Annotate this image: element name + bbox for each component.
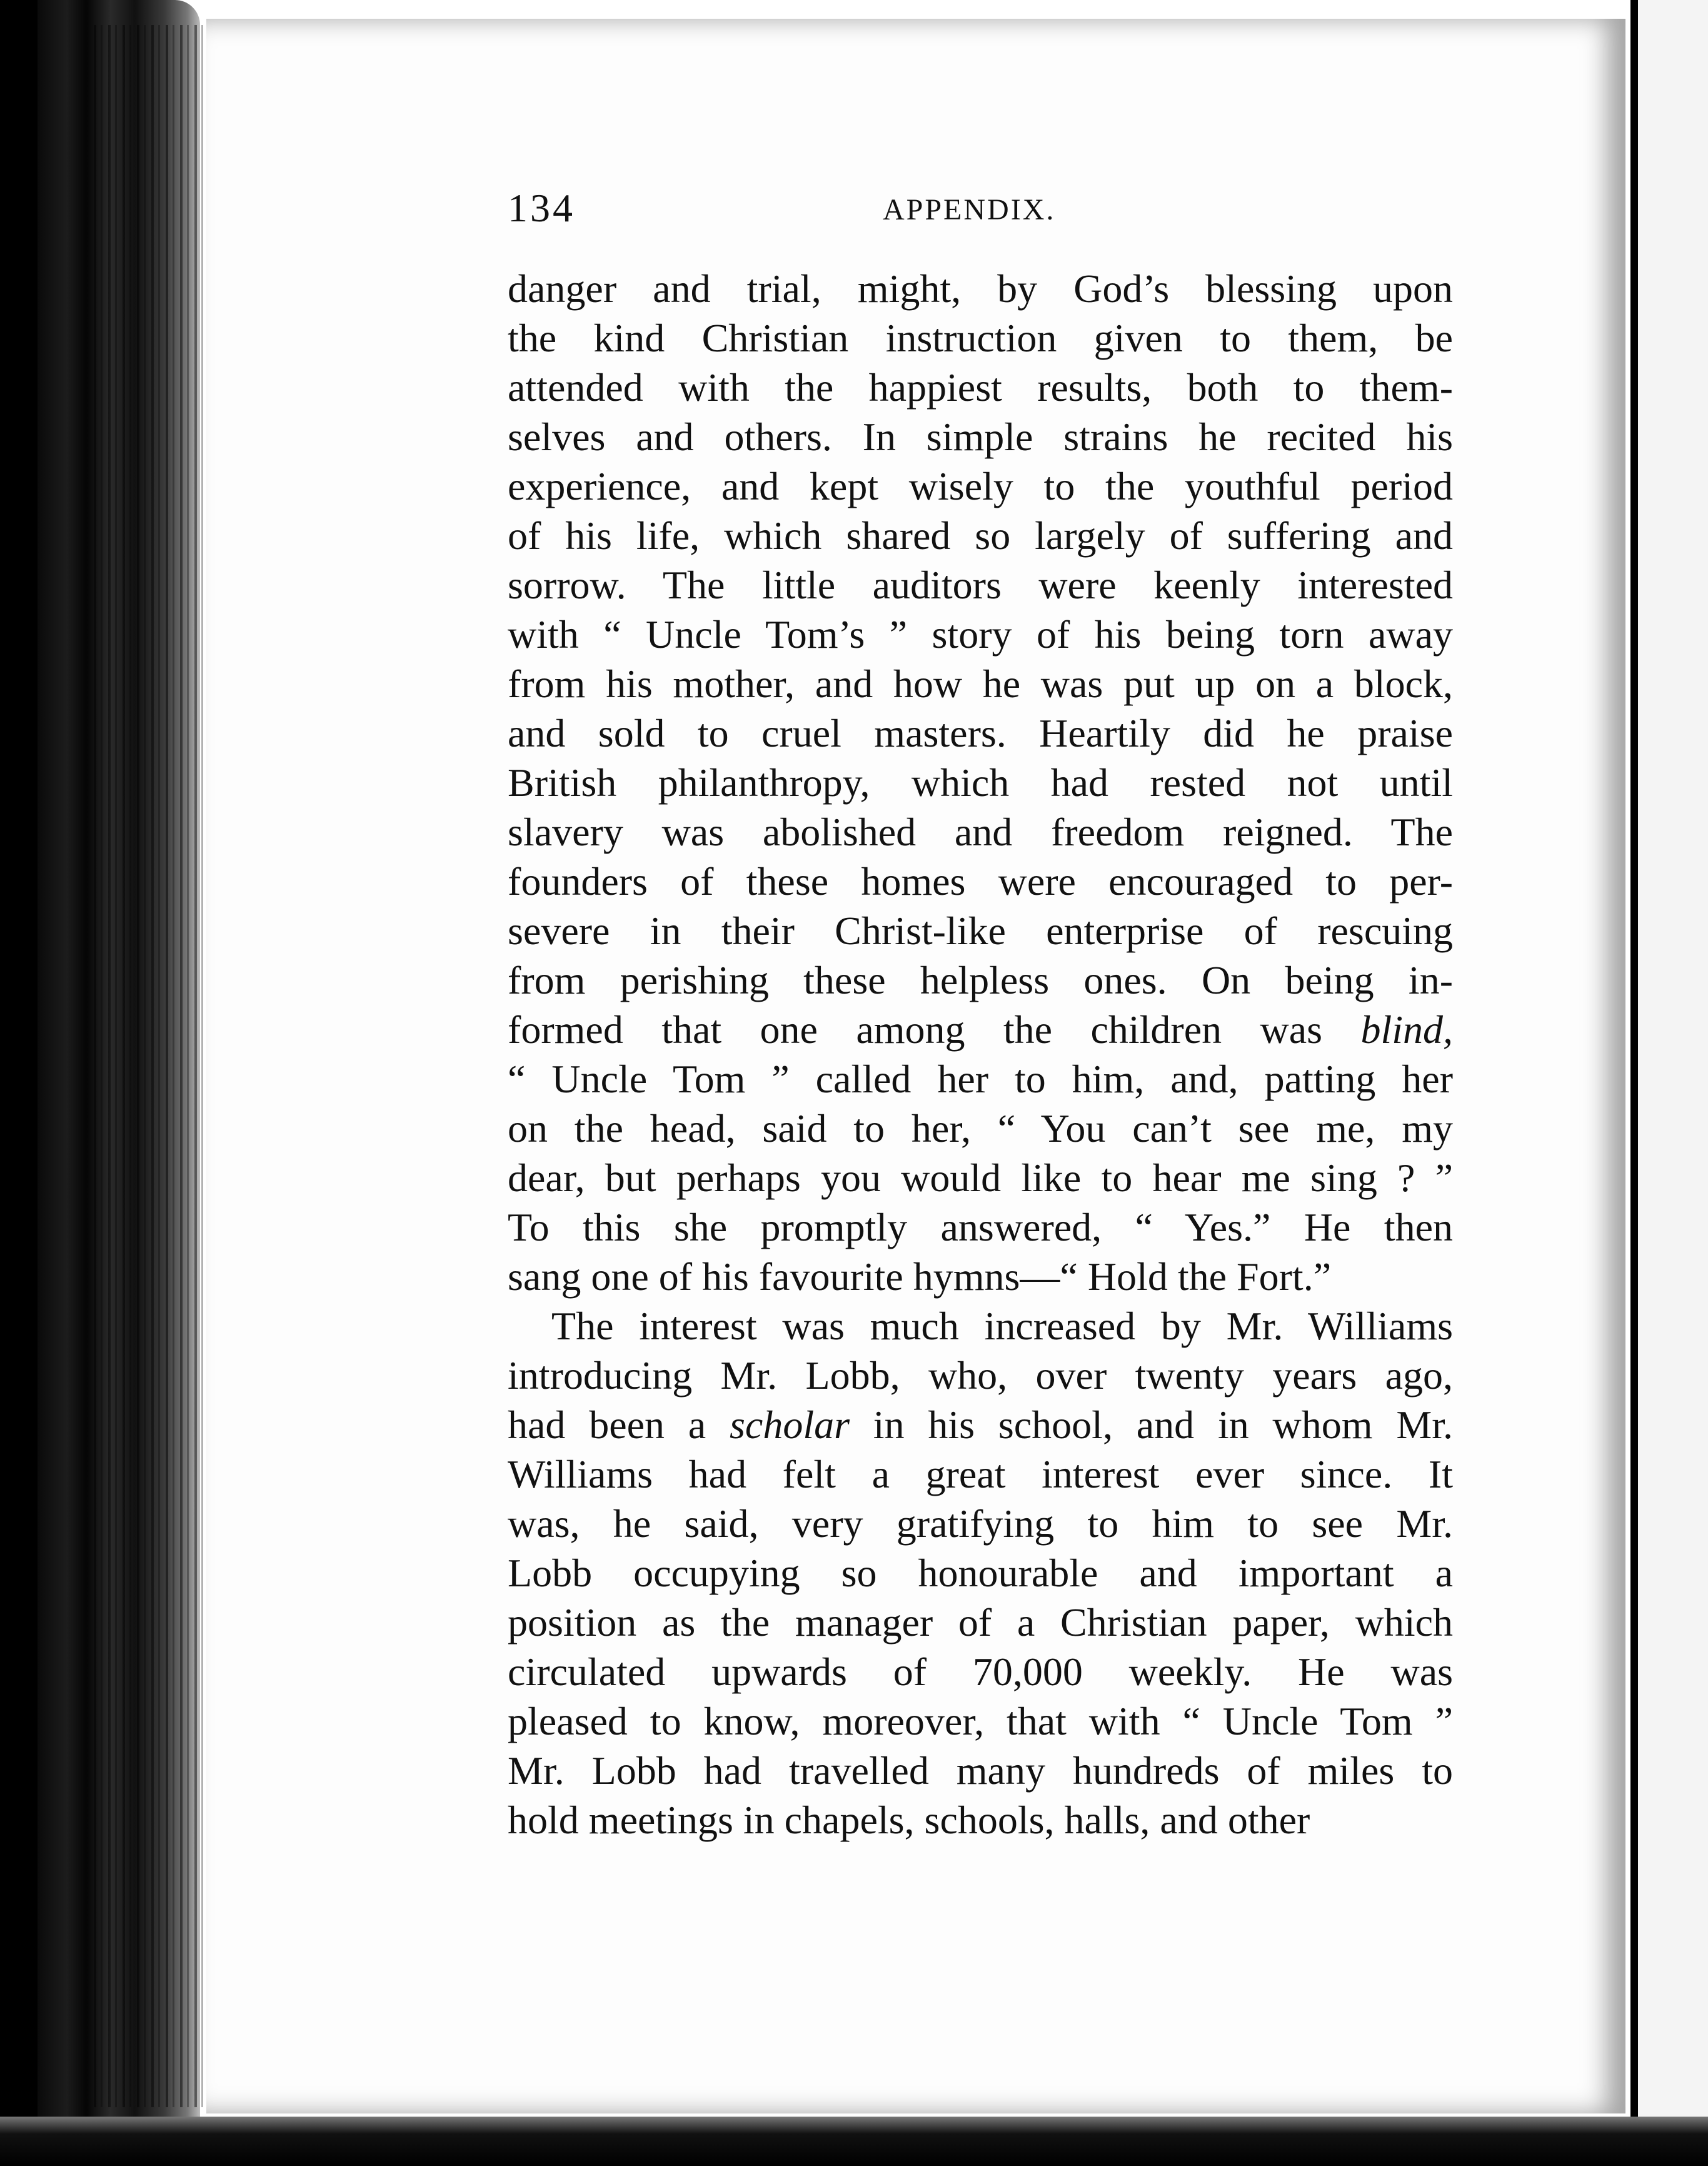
gutter-line [1630,0,1638,2166]
text-line: with “ Uncle Tom’s ” story of his being torn away [508,612,1453,657]
text-line: from his mother, and how he was put up on a block, [508,662,1453,706]
text-line: Williams had felt a great interest ever since. It [508,1452,1453,1496]
paragraph [508,1301,1453,1845]
text-line: British philanthropy, which had rested not until [508,760,1453,805]
text-line: and sold to cruel masters. Heartily did he praise [508,711,1453,755]
text-line: sang one of his favourite hymns—“ Hold the Fort.” [508,1254,1332,1299]
text-line: hold meetings in chapels, schools, halls, and other [508,1798,1310,1842]
text-line: danger and trial, might, by God’s blessing upon [508,266,1453,311]
page-number: 134 [508,186,575,230]
running-title: APPENDIX. [883,193,1056,226]
text-line: selves and others. In simple strains he recited his [508,415,1453,459]
text-line: founders of these homes were encouraged to per- [508,859,1453,904]
text-line: “ Uncle Tom ” called her to him, and, patting her [508,1057,1453,1101]
text-line: To this she promptly answered, “ Yes.” He then [508,1205,1453,1249]
text-line: attended with the happiest results, both to them- [508,365,1453,410]
facing-page-edge [1638,0,1708,2166]
text-line: was, he said, very gratifying to him to see Mr. [508,1501,1453,1546]
text-line: the kind Christian instruction given to them, be [508,316,1453,360]
text-line: dear, but perhaps you would like to hear me sing ? ” [508,1156,1453,1200]
text-line: Mr. Lobb had travelled many hundreds of miles to [508,1748,1453,1793]
text-line: from perishing these helpless ones. On being in- [508,958,1453,1002]
page-text-block [508,185,1453,1845]
text-line: The interest was much increased by Mr. Williams [551,1304,1453,1348]
body-text [508,264,1453,1845]
paragraph [508,264,1453,1301]
bottom-scan-border [0,2117,1708,2166]
text-line: severe in their Christ-like enterprise of rescuing [508,909,1453,953]
text-line: of his life, which shared so largely of suffering and [508,513,1453,558]
text-line: position as the manager of a Christian paper, which [508,1600,1453,1645]
text-line: experience, and kept wisely to the youthful period [508,464,1453,508]
running-head [508,185,1453,254]
text-line: circulated upwards of 70,000 weekly. He was [508,1650,1453,1694]
text-line: formed that one among the children was blind, [508,1007,1453,1052]
text-line: had been a scholar in his school, and in whom Mr. [508,1403,1454,1447]
text-line: slavery was abolished and freedom reigned. The [508,810,1453,854]
text-line: pleased to know, moreover, that with “ Uncle Tom ” [508,1699,1453,1743]
text-line: introducing Mr. Lobb, who, over twenty years ago, [508,1353,1453,1398]
text-line: sorrow. The little auditors were keenly interested [508,563,1453,607]
text-line: on the head, said to her, “ You can’t see me, my [508,1106,1453,1151]
text-line: Lobb occupying so honourable and important a [508,1551,1453,1595]
